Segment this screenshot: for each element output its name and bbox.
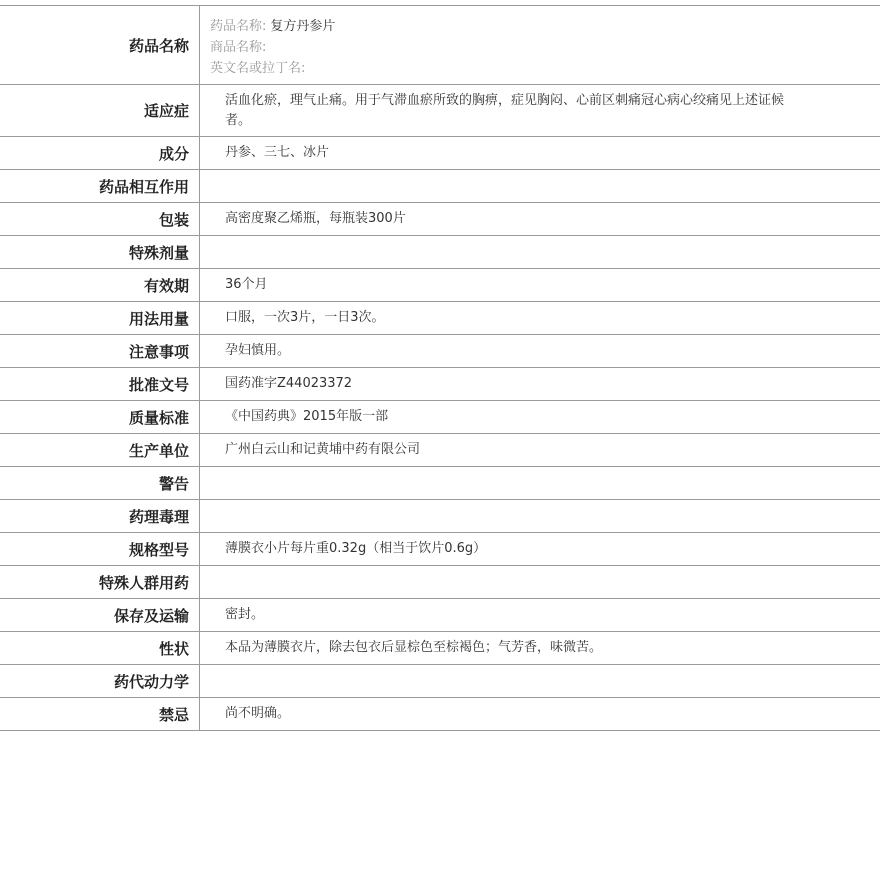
table-row-contraindications bbox=[0, 698, 880, 731]
trade-name-key: 商品名称: bbox=[210, 40, 267, 55]
row-label: 禁忌 bbox=[0, 698, 200, 730]
row-label: 特殊剂量 bbox=[0, 236, 200, 268]
row-value bbox=[200, 665, 880, 697]
row-value bbox=[200, 170, 880, 202]
row-value: 《中国药典》2015年版一部 bbox=[225, 409, 389, 424]
row-label: 适应症 bbox=[0, 85, 200, 136]
table-row-drug-name bbox=[0, 6, 880, 85]
row-value: 口服，一次3片，一日3次。 bbox=[225, 310, 385, 325]
english-name-key: 英文名或拉丁名: bbox=[210, 61, 306, 76]
row-value: 活血化瘀，理气止痛。用于气滞血瘀所致的胸痹，症见胸闷、心前区刺痛冠心病心绞痛见上述证候者。 bbox=[225, 93, 785, 128]
row-value bbox=[200, 467, 880, 499]
table-row-manufacturer bbox=[0, 434, 880, 467]
table-row-ingredients bbox=[0, 137, 880, 170]
table-row-approval-number bbox=[0, 368, 880, 401]
row-label: 性状 bbox=[0, 632, 200, 664]
table-row-indications bbox=[0, 85, 880, 137]
row-label: 药品名称 bbox=[0, 6, 200, 84]
table-row-special-populations bbox=[0, 566, 880, 599]
row-label: 保存及运输 bbox=[0, 599, 200, 631]
trade-name-line bbox=[210, 37, 880, 58]
row-value bbox=[200, 566, 880, 598]
row-value: 高密度聚乙烯瓶，每瓶装300片 bbox=[225, 211, 406, 226]
table-row-interactions bbox=[0, 170, 880, 203]
row-label: 特殊人群用药 bbox=[0, 566, 200, 598]
row-label: 批准文号 bbox=[0, 368, 200, 400]
row-value: 孕妇慎用。 bbox=[225, 343, 291, 358]
row-value: 36个月 bbox=[225, 277, 268, 292]
generic-name-line bbox=[210, 16, 880, 37]
drug-name-values bbox=[200, 6, 880, 84]
row-value: 国药准字Z44023372 bbox=[225, 376, 353, 391]
table-row-pharmacology bbox=[0, 500, 880, 533]
table-row-warning bbox=[0, 467, 880, 500]
table-row-precautions bbox=[0, 335, 880, 368]
row-label: 药品相互作用 bbox=[0, 170, 200, 202]
row-label: 成分 bbox=[0, 137, 200, 169]
row-label: 有效期 bbox=[0, 269, 200, 301]
row-value: 广州白云山和记黄埔中药有限公司 bbox=[225, 442, 421, 457]
row-value: 本品为薄膜衣片，除去包衣后显棕色至棕褐色；气芳香，味微苦。 bbox=[225, 640, 603, 655]
row-label: 药理毒理 bbox=[0, 500, 200, 532]
row-value bbox=[200, 500, 880, 532]
row-label: 生产单位 bbox=[0, 434, 200, 466]
generic-name-value: 复方丹参片 bbox=[270, 19, 336, 34]
table-row-packaging bbox=[0, 203, 880, 236]
row-label: 规格型号 bbox=[0, 533, 200, 565]
row-label: 警告 bbox=[0, 467, 200, 499]
english-name-line bbox=[210, 58, 880, 79]
row-label: 包装 bbox=[0, 203, 200, 235]
row-value: 密封。 bbox=[225, 607, 265, 622]
drug-spec-table bbox=[0, 5, 880, 731]
generic-name-key: 药品名称: bbox=[210, 19, 267, 34]
row-label: 质量标准 bbox=[0, 401, 200, 433]
table-row-pharmacokinetics bbox=[0, 665, 880, 698]
row-value: 薄膜衣小片每片重0.32g（相当于饮片0.6g） bbox=[225, 541, 487, 556]
table-row-quality-standard bbox=[0, 401, 880, 434]
table-row-shelf-life bbox=[0, 269, 880, 302]
row-value: 尚不明确。 bbox=[225, 706, 291, 721]
row-value bbox=[200, 236, 880, 268]
row-label: 用法用量 bbox=[0, 302, 200, 334]
table-row-dosage bbox=[0, 302, 880, 335]
table-row-specification bbox=[0, 533, 880, 566]
table-row-appearance bbox=[0, 632, 880, 665]
row-value: 丹参、三七、冰片 bbox=[225, 145, 330, 160]
table-row-storage bbox=[0, 599, 880, 632]
row-label: 药代动力学 bbox=[0, 665, 200, 697]
table-row-special-dosage bbox=[0, 236, 880, 269]
row-label: 注意事项 bbox=[0, 335, 200, 367]
